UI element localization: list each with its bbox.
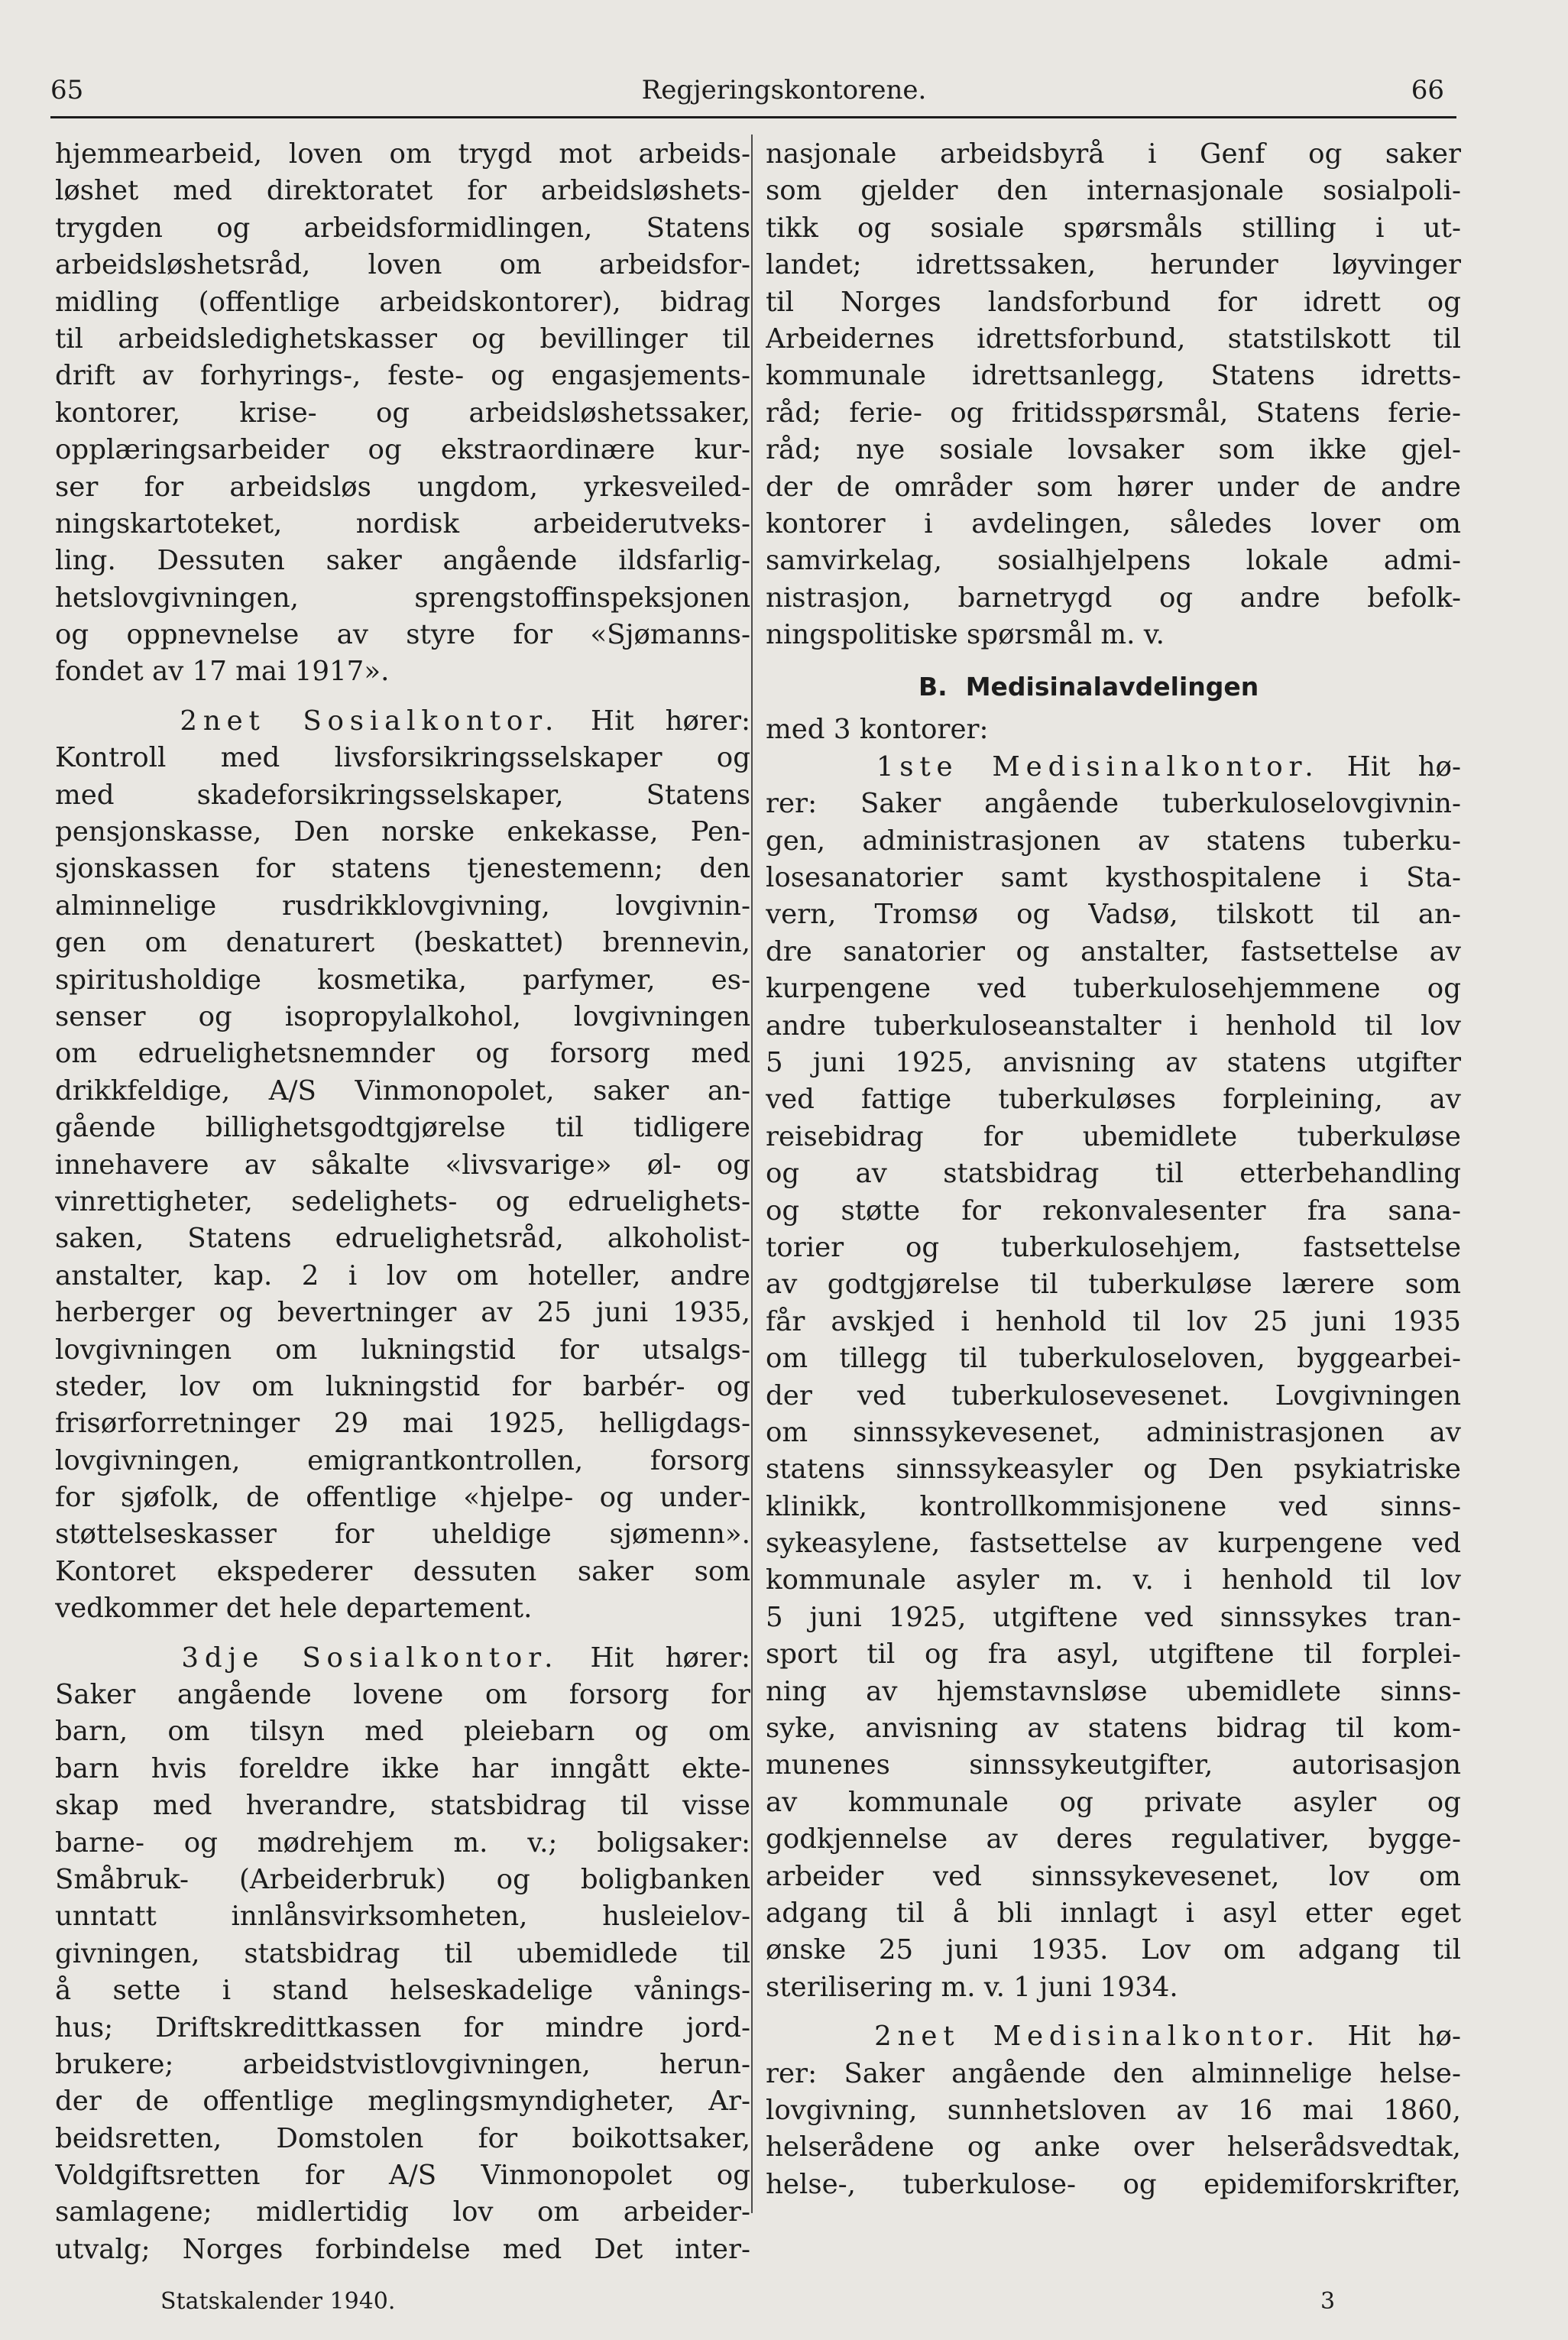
text-line: til arbeidsledighetskasser og bevillinger til xyxy=(55,322,750,355)
text-line: frisørforretninger 29 mai 1925, helligdags- xyxy=(55,1408,750,1440)
text-line: ningskartoteket, nordisk arbeiderutveks- xyxy=(55,507,750,540)
text-line: Arbeidernes idrettsforbund, statstilskott til xyxy=(766,322,1461,355)
text-line: som gjelder den internasjonale sosialpoli- xyxy=(766,175,1461,207)
text-line: rer: Saker angående den alminnelige helse- xyxy=(766,2057,1461,2089)
text-line: sport til og fra asyl, utgiftene til forplei- xyxy=(766,1638,1461,1671)
text-line: og oppnevnelse av styre for «Sjømanns- xyxy=(55,619,750,651)
office-title: 1ste Medisinalkontor. xyxy=(876,750,1320,783)
text-line: opplæringsarbeider og ekstraordinære kur- xyxy=(55,434,750,466)
text-line: drikkfeldige, A/S Vinmonopolet, saker an- xyxy=(55,1074,750,1107)
office-title: 2net Medisinalkontor. xyxy=(874,2021,1320,2053)
text-line: av godtgjørelse til tuberkuløse lærere som xyxy=(766,1269,1461,1301)
text-line: brukere; arbeidstvistlovgivningen, herun- xyxy=(55,2048,750,2080)
header-rule xyxy=(50,116,1456,118)
text-line: vedkommer det hele departement. xyxy=(55,1593,533,1625)
office-title-line: 2net Medisinalkontor. Hit hø- xyxy=(874,2021,1461,2053)
page-number-left: 65 xyxy=(50,75,84,105)
text-line: syke, anvisning av statens bidrag til kom- xyxy=(766,1713,1461,1745)
section-heading xyxy=(766,669,1461,705)
text-line: trygden og arbeidsformidlingen, Statens xyxy=(55,212,750,244)
text-line: Voldgiftsretten for A/S Vinmonopolet og xyxy=(55,2160,750,2192)
text-line: godkjennelse av deres regulativer, bygge- xyxy=(766,1823,1461,1855)
text-line: der de områder som hører under de andre xyxy=(766,471,1461,503)
text-line: givningen, statsbidrag til ubemidlede til xyxy=(55,1937,750,1969)
column-divider xyxy=(751,135,753,2213)
text-line: senser og isopropylalkohol, lovgivningen xyxy=(55,1000,750,1032)
text-line: kontorer, krise- og arbeidsløshetssaker, xyxy=(55,397,750,429)
text-line: ønske 25 juni 1935. Lov om adgang til xyxy=(766,1934,1461,1966)
footer-signature-mark: 3 xyxy=(1320,2288,1336,2315)
paragraph-medisinalkontor-1 xyxy=(766,786,1461,2006)
text-line: losesanatorier samt kysthospitalene i Sta- xyxy=(766,862,1461,894)
paragraph-arbeid xyxy=(55,136,750,691)
text-line: alminnelige rusdrikklovgivning, lovgivnin- xyxy=(55,890,750,922)
paragraph-medisinalkontor-2 xyxy=(766,2056,1461,2204)
text-line: landet; idrettssaken, herunder løyvinger xyxy=(766,249,1461,281)
text-line: Kontoret ekspederer dessuten saker som xyxy=(55,1555,750,1587)
text-line: utvalg; Norges forbindelse med Det inter- xyxy=(55,2233,750,2265)
text-line: vinrettigheter, sedelighets- og edruelighets- xyxy=(55,1185,750,1217)
text-line: ning av hjemstavnsløse ubemidlete sinns- xyxy=(766,1675,1461,1707)
text-line: råd; ferie- og fritidsspørsmål, Statens ferie- xyxy=(766,397,1461,429)
section-title: Medisinalavdelingen xyxy=(965,672,1259,702)
paragraph-internasjonal xyxy=(766,136,1461,653)
text-line: nistrasjon, barnetrygd og andre befolk- xyxy=(766,582,1461,614)
text-line: og støtte for rekonvalesenter fra sana- xyxy=(766,1194,1461,1227)
text-line: pensjonskasse, Den norske enkekasse, Pen- xyxy=(55,816,750,848)
text-line: om edruelighetsnemnder og forsorg med xyxy=(55,1038,750,1070)
text-line: løshet med direktoratet for arbeidsløshets- xyxy=(55,175,750,207)
text-line: kommunale idrettsanlegg, Statens idretts- xyxy=(766,360,1461,392)
section-intro: med 3 kontorer: xyxy=(766,714,989,746)
text-line: anstalter, kap. 2 i lov om hoteller, andre xyxy=(55,1259,750,1292)
text-line: Kontroll med livsforsikringsselskaper og xyxy=(55,742,750,774)
text-line: adgang til å bli innlagt i asyl etter eget xyxy=(766,1897,1461,1929)
text-line: drift av forhyrings-, feste- og engasjements- xyxy=(55,360,750,392)
text-line: spiritusholdige kosmetika, parfymer, es- xyxy=(55,964,750,996)
right-column xyxy=(766,136,1461,2203)
office-title: 3dje Sosialkontor. xyxy=(181,1642,559,1674)
text-line: å sette i stand helseskadelige vånings- xyxy=(55,1975,750,2007)
text-line: råd; nye sosiale lovsaker som ikke gjel- xyxy=(766,434,1461,466)
text-line: sjonskassen for statens tjenestemenn; den xyxy=(55,853,750,885)
office-title-line: 1ste Medisinalkontor. Hit hø- xyxy=(876,750,1461,783)
footer-publication: Statskalender 1940. xyxy=(160,2288,396,2315)
page-number-right: 66 xyxy=(1411,75,1444,105)
text-line: kurpengene ved tuberkulosehjemmene og xyxy=(766,973,1461,1005)
text-line: andre tuberkuloseanstalter i henhold til lov xyxy=(766,1010,1461,1042)
text-line: beidsretten, Domstolen for boikottsaker, xyxy=(55,2122,750,2154)
text-line: ningspolitiske spørsmål m. v. xyxy=(766,619,1165,651)
text-line: barn hvis foreldre ikke har inngått ekte- xyxy=(55,1752,750,1784)
office-title-line: 2net Sosialkontor. Hit hører: xyxy=(180,705,750,737)
text-line: helserådene og anke over helserådsvedtak, xyxy=(766,2131,1461,2163)
text-line: fondet av 17 mai 1917». xyxy=(55,656,390,688)
office-title: 2net Sosialkontor. xyxy=(180,705,560,737)
text-line: kontorer i avdelingen, således lover om xyxy=(766,507,1461,540)
text-line: saken, Statens edruelighetsråd, alkoholist- xyxy=(55,1223,750,1255)
text-line: lovgivningen om lukningstid for utsalgs- xyxy=(55,1334,750,1366)
running-title: Regjeringskontorene. xyxy=(641,75,927,105)
text-line: 5 juni 1925, anvisning av statens utgifter xyxy=(766,1046,1461,1078)
text-line: samlagene; midlertidig lov om arbeider- xyxy=(55,2196,750,2228)
text-line: for sjøfolk, de offentlige «hjelpe- og under- xyxy=(55,1482,750,1514)
text-line: ved fattige tuberkuløses forpleining, av xyxy=(766,1084,1461,1116)
text-line: til Norges landsforbund for idrett og xyxy=(766,286,1461,318)
text-line: hetslovgivningen, sprengstoffinspeksjonen xyxy=(55,582,750,614)
text-line: tikk og sosiale spørsmåls stilling i ut- xyxy=(766,212,1461,244)
text-line: gående billighetsgodtgjørelse til tidligere xyxy=(55,1112,750,1144)
section-letter: B. xyxy=(918,672,948,702)
text-line: hus; Driftskredittkassen for mindre jord- xyxy=(55,2011,750,2043)
text-line: lovgivning, sunnhetsloven av 16 mai 1860, xyxy=(766,2094,1461,2126)
running-header xyxy=(0,67,1568,113)
text-line: med skadeforsikringsselskaper, Statens xyxy=(55,779,750,811)
text-line: statens sinnssykeasyler og Den psykiatriske xyxy=(766,1454,1461,1486)
text-line: gen, administrasjonen av statens tuberku- xyxy=(766,825,1461,857)
text-line: nasjonale arbeidsbyrå i Genf og saker xyxy=(766,138,1461,170)
text-line: får avskjed i henhold til lov 25 juni 1935 xyxy=(766,1305,1461,1337)
text-line: rer: Saker angående tuberkuloselovgivnin- xyxy=(766,788,1461,820)
paragraph-sosialkontor-2 xyxy=(55,740,750,1627)
text-line: gen om denaturert (beskattet) brennevin, xyxy=(55,927,750,959)
text-line: innehavere av såkalte «livsvarige» øl- og xyxy=(55,1149,750,1181)
text-line: arbeider ved sinnssykevesenet, lov om xyxy=(766,1860,1461,1892)
text-line: om sinnssykevesenet, administrasjonen av xyxy=(766,1416,1461,1448)
text-line: dre sanatorier og anstalter, fastsettelse av xyxy=(766,935,1461,967)
text-line: sterilisering m. v. 1 juni 1934. xyxy=(766,1971,1178,2003)
text-line: om tillegg til tuberkuloseloven, byggearbei- xyxy=(766,1343,1461,1375)
text-line: hjemmearbeid, loven om trygd mot arbeids- xyxy=(55,138,750,170)
paragraph-sosialkontor-3 xyxy=(55,1677,750,2268)
text-line: der ved tuberkulosevesenet. Lovgivningen xyxy=(766,1379,1461,1411)
text-line: 5 juni 1925, utgiftene ved sinnssykes tran- xyxy=(766,1601,1461,1633)
text-line: arbeidsløshetsråd, loven om arbeidsfor- xyxy=(55,249,750,281)
text-line: barne- og mødrehjem m. v.; boligsaker: xyxy=(55,1826,750,1859)
text-line: steder, lov om lukningstid for barbér- og xyxy=(55,1370,750,1402)
text-line: lovgivningen, emigrantkontrollen, forsorg xyxy=(55,1444,750,1476)
text-line: Småbruk- (Arbeiderbruk) og boligbanken xyxy=(55,1863,750,1895)
text-line: av kommunale og private asyler og xyxy=(766,1786,1461,1818)
text-line: støttelseskasser for uheldige sjømenn». xyxy=(55,1518,750,1551)
text-line: kommunale asyler m. v. i henhold til lov xyxy=(766,1564,1461,1596)
office-title-line: 3dje Sosialkontor. Hit hører: xyxy=(181,1642,750,1674)
text-line: herberger og bevertninger av 25 juni 1935, xyxy=(55,1297,750,1329)
text-line: Saker angående lovene om forsorg for xyxy=(55,1679,750,1711)
text-line: og av statsbidrag til etterbehandling xyxy=(766,1158,1461,1190)
text-line: munenes sinnssykeutgifter, autorisasjon xyxy=(766,1749,1461,1781)
text-line: ser for arbeidsløs ungdom, yrkesveiled- xyxy=(55,471,750,503)
text-line: helse-, tuberkulose- og epidemiforskrifter, xyxy=(766,2168,1461,2200)
text-line: klinikk, kontrollkommisjonene ved sinns- xyxy=(766,1490,1461,1522)
text-line: reisebidrag for ubemidlete tuberkuløse xyxy=(766,1120,1461,1152)
text-line: samvirkelag, sosialhjelpens lokale admi- xyxy=(766,545,1461,577)
text-line: vern, Tromsø og Vadsø, tilskott til an- xyxy=(766,899,1461,931)
text-line: sykeasylene, fastsettelse av kurpengene ved xyxy=(766,1528,1461,1560)
text-line: unntatt innlånsvirksomheten, husleielov- xyxy=(55,1901,750,1933)
text-line: torier og tuberkulosehjem, fastsettelse xyxy=(766,1231,1461,1263)
text-line: ling. Dessuten saker angående ildsfarlig- xyxy=(55,545,750,577)
text-line: der de offentlige meglingsmyndigheter, Ar- xyxy=(55,2086,750,2118)
text-line: barn, om tilsyn med pleiebarn og om xyxy=(55,1716,750,1748)
text-line: midling (offentlige arbeidskontorer), bidrag xyxy=(55,286,750,318)
text-line: skap med hverandre, statsbidrag til visse xyxy=(55,1790,750,1822)
left-column xyxy=(55,136,750,2268)
